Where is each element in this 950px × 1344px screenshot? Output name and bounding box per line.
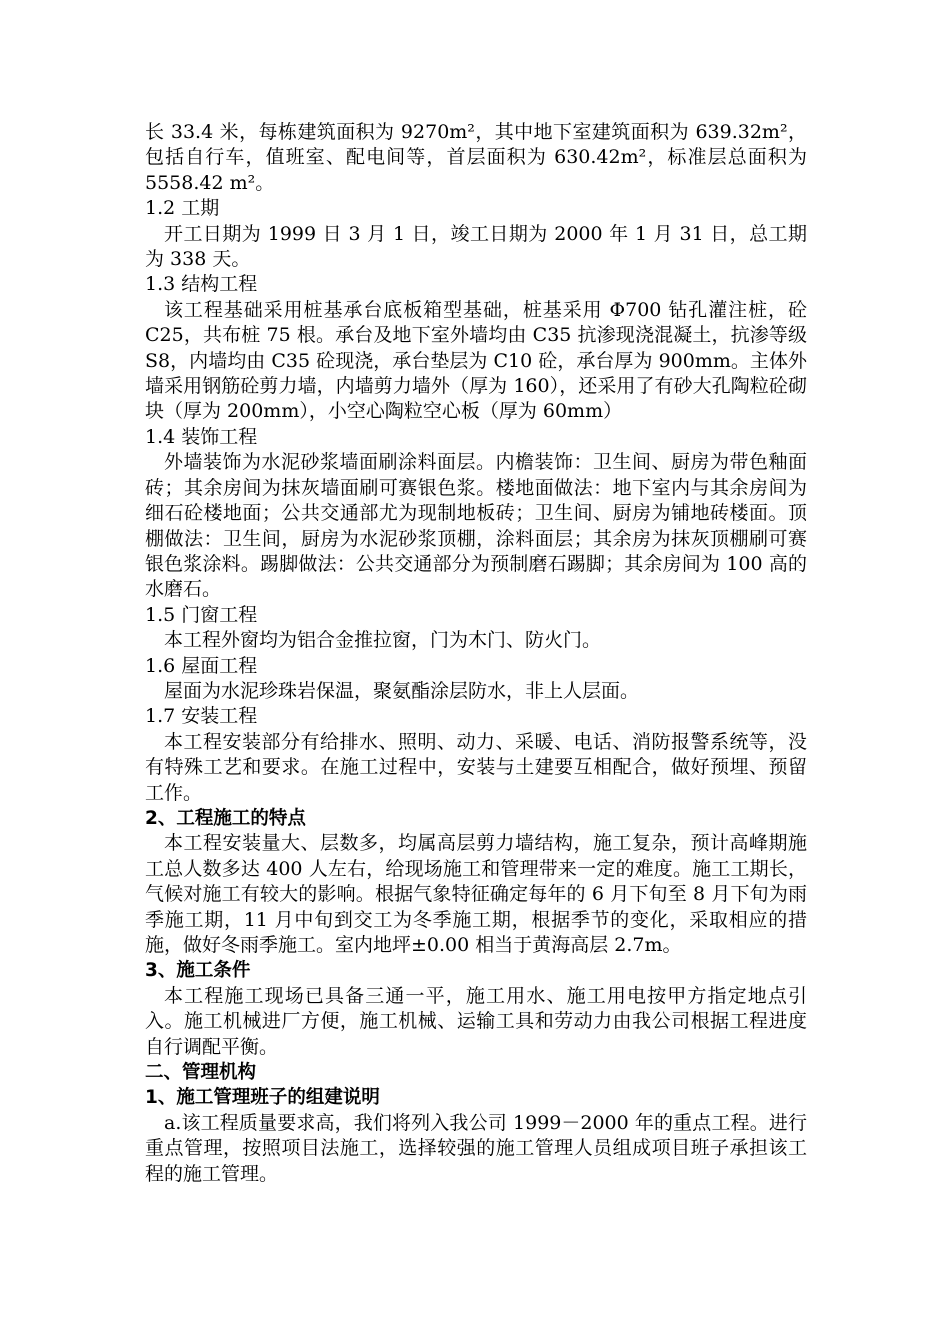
heading-construction-features: 2、工程施工的特点 (145, 807, 306, 829)
heading-management-organization: 二、管理机构 (145, 1062, 257, 1084)
heading-doors-windows: 1.5 门窗工程 (145, 603, 258, 626)
heading-installation: 1.7 安装工程 (145, 705, 258, 728)
heading-roof: 1.6 屋面工程 (145, 654, 258, 677)
paragraph-management-team: a.该工程质量要求高，我们将列入我公司 1999－2000 年的重点工程。进行重点管理，按照项目法施工，选择较强的施工管理人员组成项目班子承担该工程的施工管理。 (145, 1111, 807, 1185)
heading-schedule: 1.2 工期 (145, 197, 220, 220)
paragraph-construction-features: 本工程安装量大、层数多，均属高层剪力墙结构，施工复杂，预计高峰期施工总人数多达 400 人左右，给现场施工和管理带来一定的难度。施工工期长，气候对施工有较大的影响。根据气象特征确定每年的 6 月下旬至 8 月下旬为雨季施工期，11 月中旬到交工为冬季施工期，根据季节的变化，采取相应的措施，做好冬雨季施工。室内地坪±0.00 相当于黄海高层 2.7m。 (145, 832, 807, 956)
paragraph-structure: 该工程基础采用桩基承台底板箱型基础，桩基采用 Φ700 钻孔灌注桩，砼 C25，共布桩 75 根。承台及地下室外墙均由 C35 抗渗现浇混凝土，抗渗等级 S8，内墙均由 C35 砼现浇，承台垫层为 C10 砼，承台厚为 900mm。主体外墙采用钢筋砼剪力墙，内墙剪力墙外（厚为 160），还采用了有砂大孔陶粒砼砌块（厚为 200mm），小空心陶粒空心板（厚为 60mm） (145, 298, 807, 423)
paragraph-schedule: 开工日期为 1999 日 3 月 1 日，竣工日期为 2000 年 1 月 31 日，总工期为 338 天。 (145, 222, 807, 271)
heading-structure: 1.3 结构工程 (145, 273, 258, 296)
heading-construction-conditions: 3、施工条件 (145, 960, 251, 982)
heading-decoration: 1.4 装饰工程 (145, 425, 258, 448)
document-page (145, 120, 807, 1187)
paragraph-installation: 本工程安装部分有给排水、照明、动力、采暖、电话、消防报警系统等，没有特殊工艺和要求。在施工过程中，安装与土建要互相配合，做好预埋、预留工作。 (145, 730, 807, 804)
heading-management-team: 1、施工管理班子的组建说明 (145, 1087, 380, 1109)
paragraph-decoration: 外墙装饰为水泥砂浆墙面刷涂料面层。内檐装饰：卫生间、厨房为带色釉面砖；其余房间为抹灰墙面刷可赛银色浆。楼地面做法：地下室内与其余房间为细石砼楼地面；公共交通部尤为现制地板砖；卫生间、厨房为铺地砖楼面。顶棚做法：卫生间，厨房为水泥砂浆顶棚，涂料面层；其余房为抹灰顶棚刷可赛银色浆涂料。踢脚做法：公共交通部分为预制磨石踢脚；其余房间为 100 高的水磨石。 (145, 451, 807, 601)
paragraph-doors-windows: 本工程外窗均为铝合金推拉窗，门为木门、防火门。 (164, 629, 602, 652)
paragraph-construction-conditions: 本工程施工现场已具备三通一平，施工用水、施工用电按甲方指定地点引入。施工机械进厂方便，施工机械、运输工具和劳动力由我公司根据工程进度自行调配平衡。 (145, 984, 807, 1058)
paragraph-building-area: 长 33.4 米，每栋建筑面积为 9270m²，其中地下室建筑面积为 639.32m²，包括自行车，值班室、配电间等，首层面积为 630.42m²，标准层总面积为 5558.42 m²。 (145, 121, 807, 194)
paragraph-roof: 屋面为水泥珍珠岩保温，聚氨酯涂层防水，非上人层面。 (164, 679, 640, 702)
